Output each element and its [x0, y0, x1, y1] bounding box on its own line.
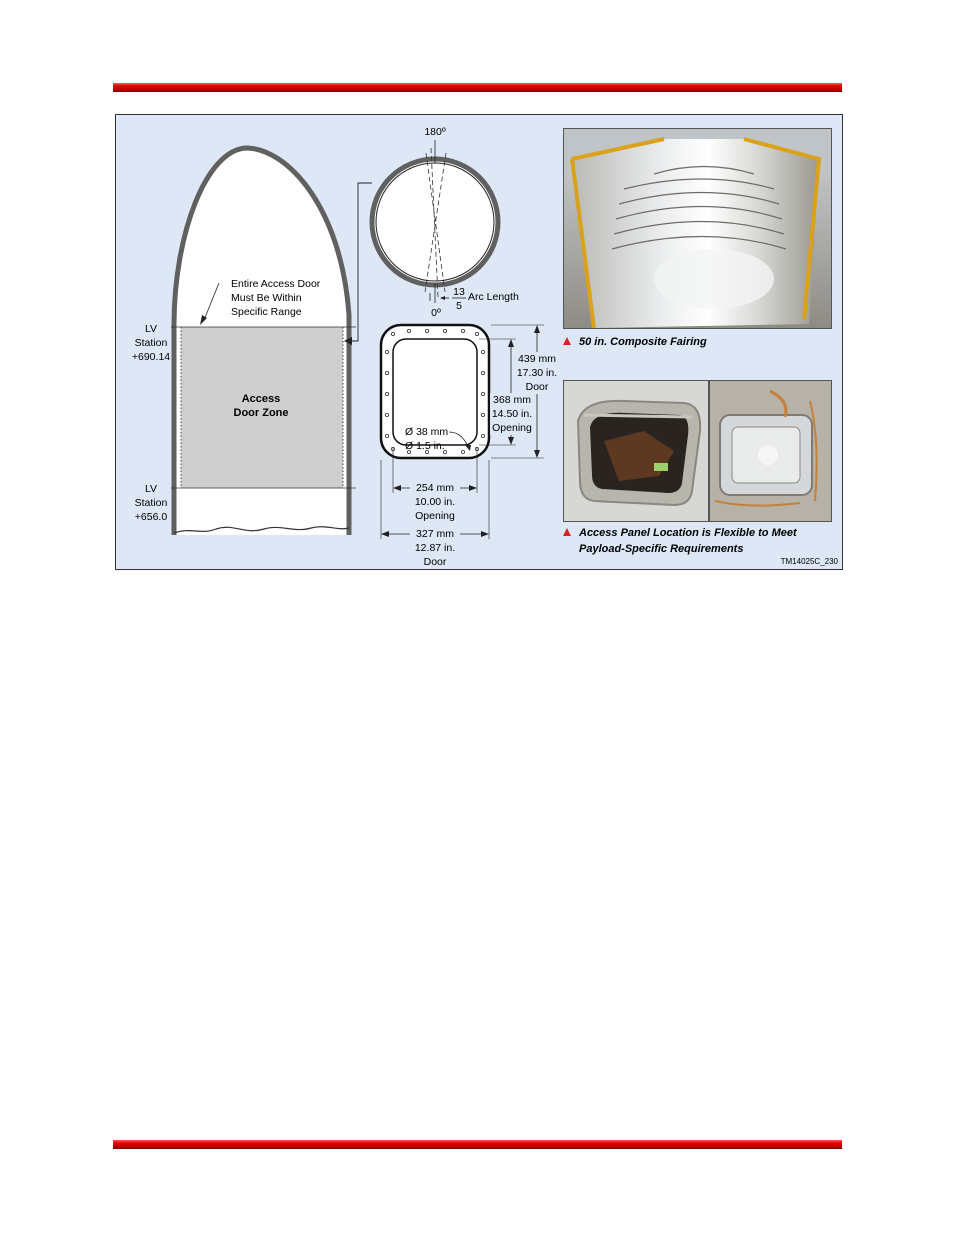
dim-368-l3: Opening: [492, 422, 532, 434]
dim-254-l1: 254 mm: [416, 482, 454, 494]
dim-254-arrow-right: [469, 485, 477, 491]
arc-length-label: Arc Length: [468, 291, 519, 303]
access-panel-image-left: [564, 381, 708, 521]
access-panel-photo-right: [709, 380, 832, 522]
fairing-caption: 50 in. Composite Fairing: [563, 334, 707, 350]
figure-id: TM14025C_230: [780, 557, 838, 566]
dim-327-l3: Door: [423, 556, 447, 568]
dim-254-arrow-left: [393, 485, 401, 491]
zone-label-l2: Door Zone: [233, 407, 289, 419]
dim-439-l1: 439 mm: [518, 353, 556, 365]
range-label-l1: Entire Access Door: [231, 278, 321, 290]
access-panel-image-right: [710, 381, 831, 521]
station-lower-lv: LV: [144, 483, 158, 495]
dim-327-l1: 327 mm: [416, 528, 454, 540]
dim-368-arrow-top: [508, 339, 514, 347]
fairing-access-door-figure: [115, 114, 843, 570]
arc-length-arrowhead: [440, 296, 445, 300]
dim-368-l1: 368 mm: [493, 394, 531, 406]
top-red-rule: [113, 83, 842, 92]
diameter-label-l1: Ø 38 mm: [405, 426, 449, 438]
composite-fairing-image: [564, 129, 831, 328]
dim-327-arrow-right: [481, 531, 489, 537]
range-label-l2: Must Be Within: [231, 292, 302, 304]
dim-439-arrow-top: [534, 325, 540, 333]
dim-439-arrow-bottom: [534, 450, 540, 458]
range-label-l3: Specific Range: [231, 306, 302, 318]
composite-fairing-photo: [563, 128, 832, 329]
cross-section-circle: [372, 159, 498, 285]
arc-fraction-num: 13: [453, 286, 465, 298]
access-panel-photo-left: [563, 380, 709, 522]
caption-marker-icon: [563, 337, 571, 345]
caption-marker-icon: [563, 528, 571, 536]
section-connector: [348, 183, 372, 341]
station-upper-value: +690.14: [131, 351, 171, 363]
dim-368-arrow-bottom: [508, 437, 514, 445]
dim-439-l3: Door: [525, 381, 549, 393]
arc-fraction-den: 5: [456, 300, 462, 312]
zone-label-l1: Access: [241, 393, 281, 405]
dim-327-l2: 12.87 in.: [414, 542, 456, 554]
station-lower-word: Station: [134, 497, 168, 509]
dim-368-l2: 14.50 in.: [491, 408, 533, 420]
station-upper-word: Station: [134, 337, 168, 349]
angle-bottom-label: 0º: [431, 307, 441, 319]
station-lower-value: +656.0: [134, 511, 168, 523]
bottom-red-rule: [113, 1140, 842, 1149]
dim-327-arrow-left: [381, 531, 389, 537]
angle-top-label: 180º: [424, 126, 446, 138]
station-upper-lv: LV: [144, 323, 158, 335]
dim-439-l2: 17.30 in.: [516, 367, 558, 379]
dim-254-l2: 10.00 in.: [414, 496, 456, 508]
dim-254-l3: Opening: [415, 510, 455, 522]
access-panel-caption: Access Panel Location is Flexible to Meet Payload-Specific Requirements: [563, 525, 797, 557]
diameter-label-l2: Ø 1.5 in.: [405, 440, 445, 452]
